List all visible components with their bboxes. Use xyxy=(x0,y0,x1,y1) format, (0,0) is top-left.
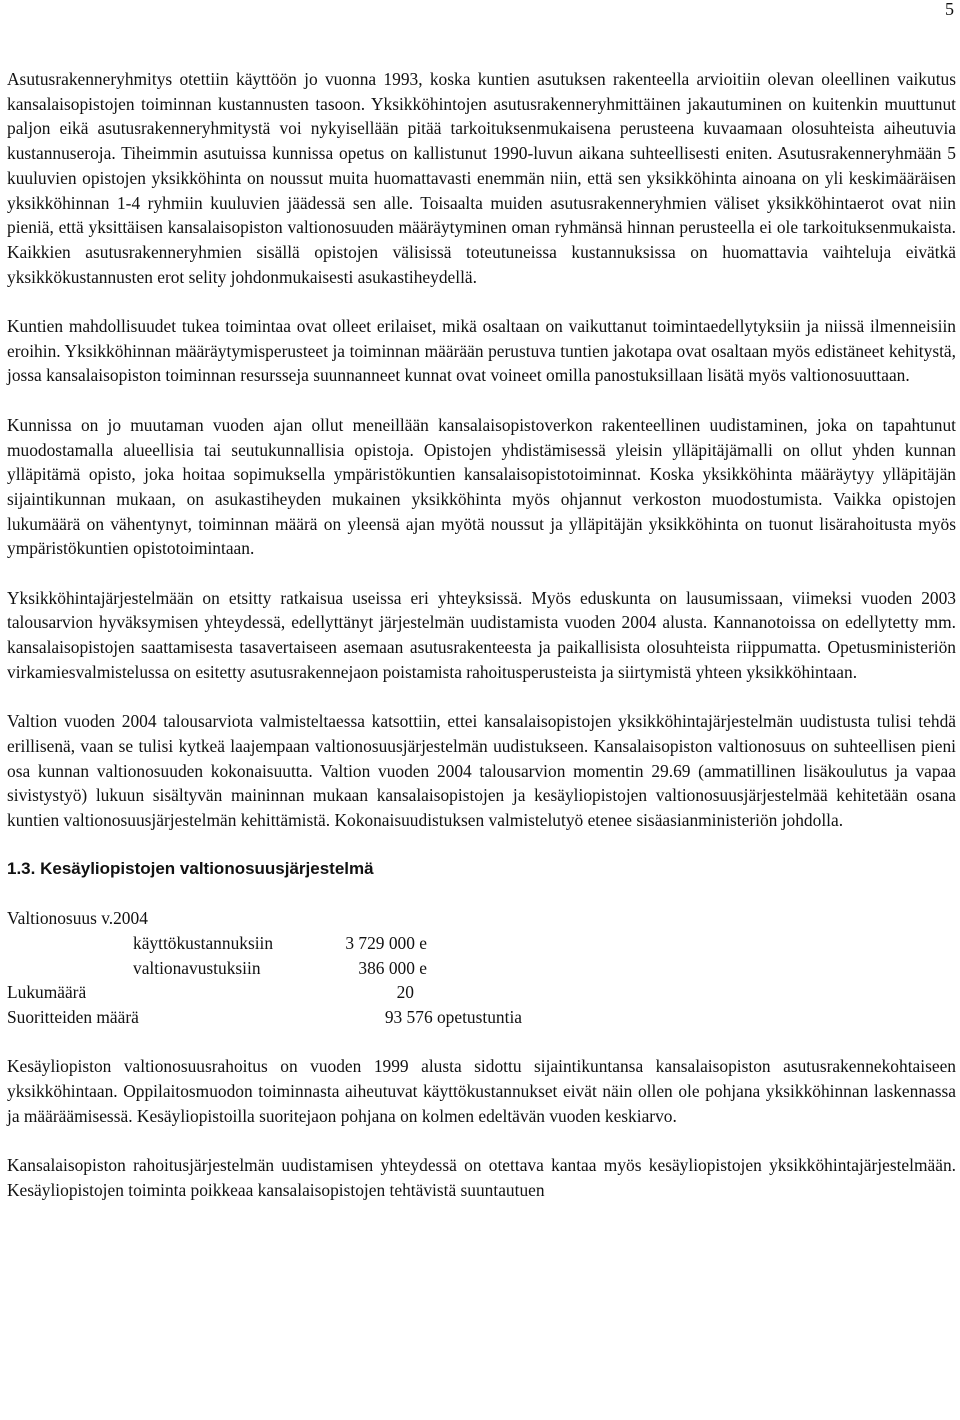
funding-title-row xyxy=(7,906,956,931)
section-heading xyxy=(7,857,956,882)
funding-title: Valtionosuus v.2004 xyxy=(7,908,148,929)
paragraph-opistoverkko: Kunnissa on jo muutaman vuoden ajan ollut meneillään kansalaisopistoverkon rakenteellinen uudistaminen, joka on tapahtunut muodostamalla alueellisia tai seutukunnallisia opistoja. Opistojen yhdistämisessä yleisin ylläpitäjämalli on ollut yhden kunnan ylläpitämä opisto, joka hoitaa sopimuksella ympäristökuntien kansalaisopistotoiminnat. Koska yksikköhinta määräytyy ylläpitäjän sijaintikunnan mukaan, on asukastiheyden mukainen yksikköhinta myös ohjannut verkoston muodostumista. Vaikka opistojen lukumäärä on vähentynyt, toiminnan määrä on yleensä ajan myötä noussut ja ylläpitäjän yksikköhinta on tuonut lisärahoitusta myös ympäristökuntien opistotoimintaan. xyxy=(7,414,956,559)
grants-label: valtionavustuksiin xyxy=(133,957,261,978)
document-body xyxy=(7,67,956,1227)
grants-value: 386 000 e xyxy=(358,957,427,978)
paragraph-talousarvio: Valtion vuoden 2004 talousarviota valmisteltaessa katsottiin, ettei kansalaisopistojen yksikköhintajärjestelmän uudistusta tulisi tehdä erillisenä, vaan se tulisi kytkeä laajempaan valtionosuusjärjestelmän uudistukseen. Kansalaisopiston valtionosuus on suhteellisen pieni osa kunnan valtionosuuden kokonaisuutta. Valtion vuoden 2004 talousarvion momentin 29.69 (ammatillinen lisäkoulutus ja vapaa sivistystyö) lukuun sisältyvän maininnan mukaan kansalaisopistojen ja kesäyliopistojen valtionosuusjärjestelmää kehitetään osana kuntien valtionosuusjärjestelmän kehittämistä. Kokonaisuudistuksen valmistelutyö etenee sisäasianministeriön johdolla. xyxy=(7,711,956,831)
page-number: 5 xyxy=(945,0,954,19)
paragraph-kesayliopisto-rahoitus: Kesäyliopiston valtionosuusrahoitus on vuoden 1999 alusta sidottu sijaintikuntansa kansalaisopiston asutusrakennekohtaiseen yksikköhintaan. Oppilaitosmuodon toiminnasta aiheutuvat käyttökustannukset eivät näin ollen ole pohjana yksikköhinnan laskennassa ja määräämisessä. Kesäyliopistoilla suoritejaon pohjana on kolmen edeltävän vuoden keskiarvo. xyxy=(7,1056,956,1126)
section-number: 1.3. xyxy=(7,859,36,879)
paragraph-yksikkohintajarjestelma: Yksikköhintajärjestelmään on etsitty ratkaisua useissa eri yhteyksissä. Myös eduskunta on lausumissaan, viimeksi vuoden 2003 talousarvion hyväksymisen yhteydessä, edellyttänyt järjestelmän uudistamista vuoden 2004 alusta. Kannanotoissa on edellytetty mm. kansalaisopistojen saattamisesta tasavertaiseen asemaan asutusrakenteesta ja paikallisista olosuhteista riippumatta. Opetusministeriön virkamiesvalmistelussa on esitetty asutusrakennejaon poistamista rahoitusperusteista ja siirtymistä yhteen yksikköhintaan. xyxy=(7,587,956,682)
operating-costs-row xyxy=(7,931,956,956)
performance-label: Suoritteiden määrä xyxy=(7,1006,139,1027)
paragraph-asutusrakenne: Asutusrakenneryhmitys otettiin käyttöön jo vuonna 1993, koska kuntien asutuksen rakenteella arvioitiin olevan oleellinen vaikutus kansalaisopistojen toiminnan kustannusten tasoon. Yksikköhintojen asutusrakenneryhmittäinen jakautuminen on kuitenkin muuttunut paljon eikä asutusrakenneryhmitystä voi nykyisellään pitää tarkoituksenmukaisena perusteena kuvaamaan olosuhteista aiheutuvia kustannuseroja. Tiheimmin asutuissa kunnissa opetus on kallistunut 1990-luvun aikana suhteellisesti eniten. Asutusrakenneryhmään 5 kuuluvien opistojen yksikköhinta on noussut muita huomattavasti enemmän niin, että sen yksikköhinta ainoana on yli keskimääräisen yksikköhinnan 1-4 ryhmiin kuuluvien jäädessä sen alle. Toisaalta muiden asutusrakenneryhmien väliset yksikköhintaerot ovat niin pieniä, että yksittäisen kansalaisopiston valtionosuuden määräytyminen oman ryhmänsä hinnan perusteella ei ole tarkoituksenmukaista. Kaikkien asutusrakenneryhmien sisällä opistojen välisissä toteutuneissa kustannuksissa on huomattavia vaihteluja eivätkä yksikkökustannusten erot selity johdonmukaisesti asukastiheydellä. xyxy=(7,69,956,287)
funding-summary xyxy=(7,906,956,1029)
performance-row xyxy=(7,1005,956,1030)
count-value: 20 xyxy=(396,982,414,1003)
count-label: Lukumäärä xyxy=(7,982,87,1003)
paragraph-kuntien-mahdollisuudet: Kuntien mahdollisuudet tukea toimintaa ovat olleet erilaiset, mikä osaltaan on vaikuttanut toimintaedellytyksiin ja niissä ilmenneisiin eroihin. Yksikköhinnan määräytymisperusteet ja toiminnan määrään perustuva tuntien jakotapa ovat osaltaan myös edistäneet kehitystä, jossa kansalaisopiston toiminnan resursseja suunnanneet kunnat ovat voineet omilla panostuksillaan lisätä myös valtionosuuttaan. xyxy=(7,316,956,386)
performance-value: 93 576 opetustuntia xyxy=(384,1006,522,1027)
section-title: Kesäyliopistojen valtionosuusjärjestelmä xyxy=(40,859,374,879)
paragraph-rahoitusjarjestelma-uudistus: Kansalaisopiston rahoitusjärjestelmän uudistamisen yhteydessä on otettava kantaa myös kesäyliopistojen yksikköhintajärjestelmään. Kesäyliopistojen toiminta poikkeaa kansalaisopistojen tehtävistä suuntautuen xyxy=(7,1155,956,1200)
count-row xyxy=(7,980,956,1005)
operating-costs-value: 3 729 000 e xyxy=(345,932,427,953)
operating-costs-label: käyttökustannuksiin xyxy=(133,932,274,953)
grants-row xyxy=(7,956,956,981)
